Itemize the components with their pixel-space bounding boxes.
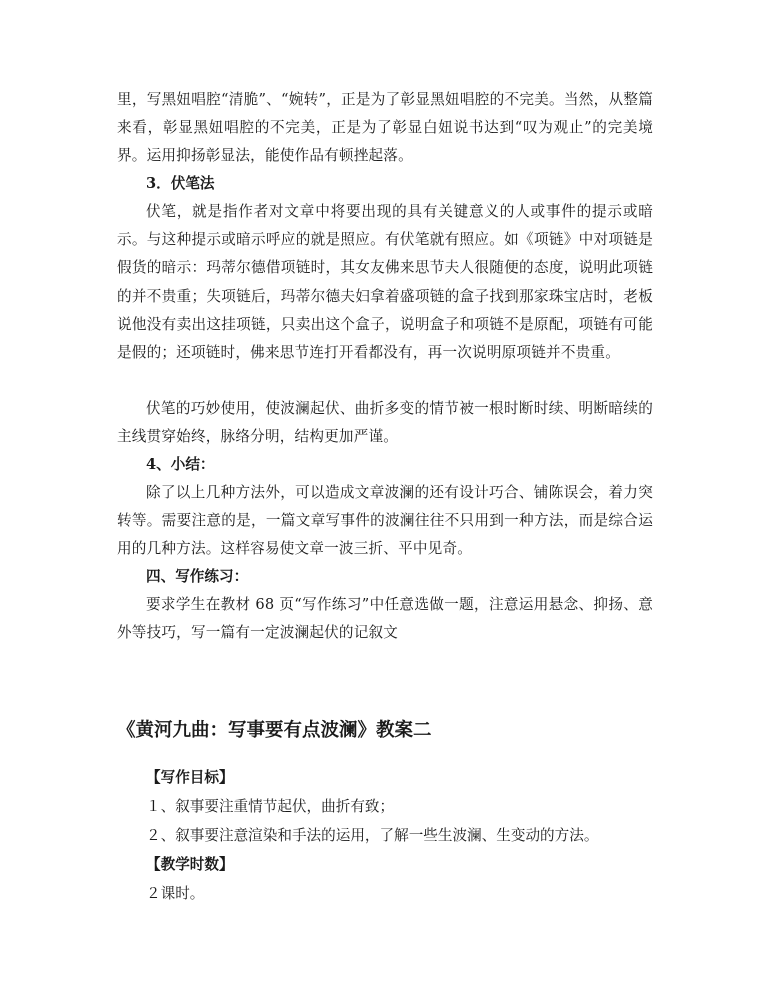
paragraph-foreshadowing-definition: 伏笔，就是指作者对文章中将要出现的具有关键意义的人或事件的提示或暗示。与这种提示或暗示呼应的就是照应。有伏笔就有照应。如《项链》中对项链是假货的暗示：玛蒂尔德借项链时，其女友佛来思节夫人很随便的态度，说明此项链的并不贵重；失项链后，玛蒂尔德夫妇拿着盛项链的盒子找到那家珠宝店时，老板说他没有卖出这挂项链，只卖出这个盒子，说明盒子和项链不是原配，项链有可能是假的；还项链时，佛来思节连打开看都没有，再一次说明原项链并不贵重。 (117, 203, 653, 362)
goal-item-2: ２、叙事要注意渲染和手法的运用，了解一些生波澜、生变动的方法。 (146, 827, 599, 844)
heading-writing-goals: 【写作目标】 (146, 769, 234, 786)
teaching-hours-value: ２课时。 (146, 885, 205, 902)
paragraph-yiyang-end: 里，写黑妞唱腔“清脆”、“婉转”，正是为了彰显黑妞唱腔的不完美。当然，从整篇来看，彰显黑妞唱腔的不完美，正是为了彰显白妞说书达到“叹为观止”的完美境界。运用抑扬彰显法，能使作品有顿挫起落。 (117, 91, 653, 165)
heading-teaching-hours: 【教学时数】 (146, 856, 234, 873)
goal-item-1: １、叙事要注重情节起伏，曲折有致； (146, 798, 395, 815)
lesson-plan-title: 《黄河九曲：写事要有点波澜》教案二 (117, 720, 432, 741)
paragraph-foreshadowing-usage: 伏笔的巧妙使用，使波澜起伏、曲折多变的情节被一根时断时续、明断暗续的主线贯穿始终，脉络分明，结构更加严谨。 (117, 400, 653, 446)
paragraph-summary: 除了以上几种方法外，可以造成文章波澜的还有设计巧合、铺陈误会，着力突转等。需要注意的是，一篇文章写事件的波澜往往不只用到一种方法，而是综合运用的几种方法。这样容易使文章一波三折、平中见奇。 (117, 484, 653, 558)
heading-summary: 4、小结： (146, 456, 215, 473)
paragraph-writing-practice: 要求学生在教材 68 页“写作练习”中任意选做一题，注意运用悬念、抑扬、意外等技巧，写一篇有一定波澜起伏的记叙文 (117, 596, 653, 642)
heading-foreshadowing: 3．伏笔法 (146, 175, 215, 192)
heading-writing-practice: 四、写作练习： (146, 568, 249, 585)
